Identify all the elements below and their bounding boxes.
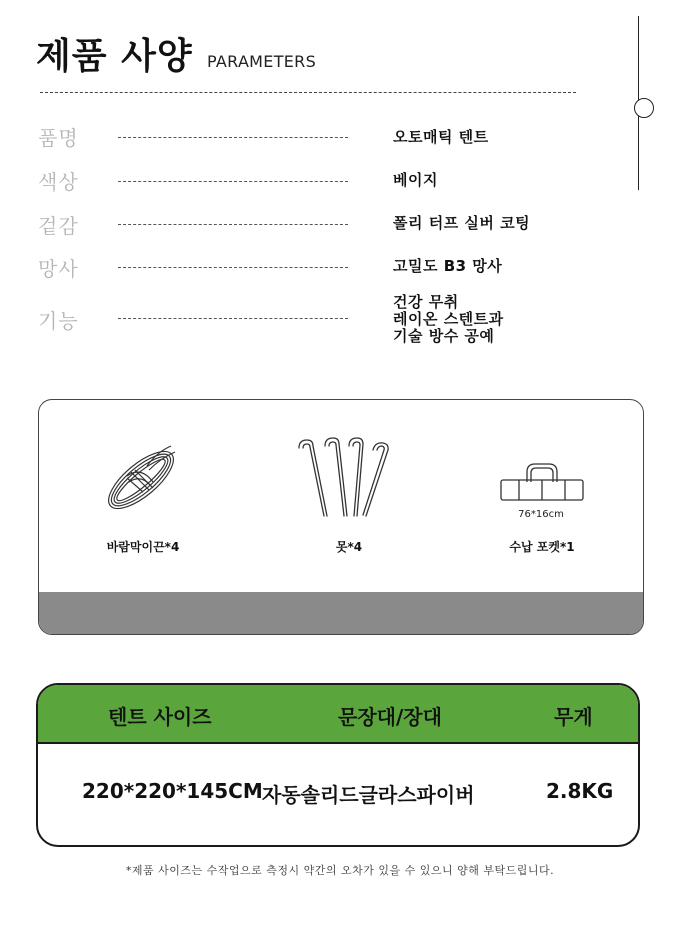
decorative-circle-icon bbox=[634, 98, 654, 118]
spec-leader-line bbox=[118, 181, 348, 182]
spec-label-function: 기능 bbox=[38, 309, 79, 333]
spec-label-name: 품명 bbox=[38, 126, 79, 150]
page-title: 제품 사양 bbox=[36, 36, 193, 77]
cell-tent-size: 220*220*145CM bbox=[82, 779, 263, 803]
spec-label-mesh: 망사 bbox=[38, 257, 79, 281]
accessory-label-stakes: 못*4 bbox=[335, 540, 363, 554]
spec-leader-line bbox=[118, 224, 348, 225]
accessories-card bbox=[38, 399, 644, 635]
footnote: *제품 사이즈는 수작업으로 측정시 약간의 오차가 있을 수 있으니 양해 부탁드립니다. bbox=[125, 864, 555, 877]
spec-leader-line bbox=[118, 137, 348, 138]
page-subtitle: PARAMETERS bbox=[207, 52, 317, 71]
spec-label-color: 색상 bbox=[38, 170, 79, 194]
spec-value-name: 오토매틱 텐트 bbox=[393, 128, 489, 146]
accessory-size-bag: 76*16cm bbox=[518, 509, 564, 520]
spec-value-mesh: 고밀도 B3 망사 bbox=[393, 257, 503, 275]
spec-value-line: 레이온 스텐트과 bbox=[393, 310, 504, 328]
accessory-label-rope: 바람막이끈*4 bbox=[106, 540, 180, 554]
storage-bag-icon bbox=[499, 462, 585, 504]
accessory-label-bag: 수납 포켓*1 bbox=[509, 540, 575, 554]
tent-stakes-icon bbox=[291, 434, 411, 524]
rope-icon bbox=[97, 436, 185, 524]
spec-label-outer: 겉감 bbox=[38, 214, 79, 238]
spec-value-function bbox=[393, 294, 504, 345]
cell-weight: 2.8KG bbox=[546, 779, 614, 803]
spec-value-color: 베이지 bbox=[393, 171, 438, 189]
accessories-footer-bar bbox=[39, 592, 643, 634]
header-divider bbox=[40, 92, 576, 93]
spec-value-line: 건강 무취 bbox=[393, 293, 459, 311]
spec-leader-line bbox=[118, 267, 348, 268]
spec-value-outer: 폴리 터프 실버 코팅 bbox=[393, 214, 531, 232]
spec-leader-line bbox=[118, 318, 348, 319]
cell-pole: 자동솔리드글라스파이버 bbox=[262, 783, 475, 807]
header-tent-size: 텐트 사이즈 bbox=[108, 705, 212, 729]
size-table-header bbox=[38, 685, 638, 744]
size-table bbox=[36, 683, 640, 847]
header-weight: 무게 bbox=[554, 705, 593, 729]
spec-value-line: 기술 방수 공예 bbox=[393, 327, 495, 345]
header-pole: 문장대/장대 bbox=[338, 705, 442, 729]
